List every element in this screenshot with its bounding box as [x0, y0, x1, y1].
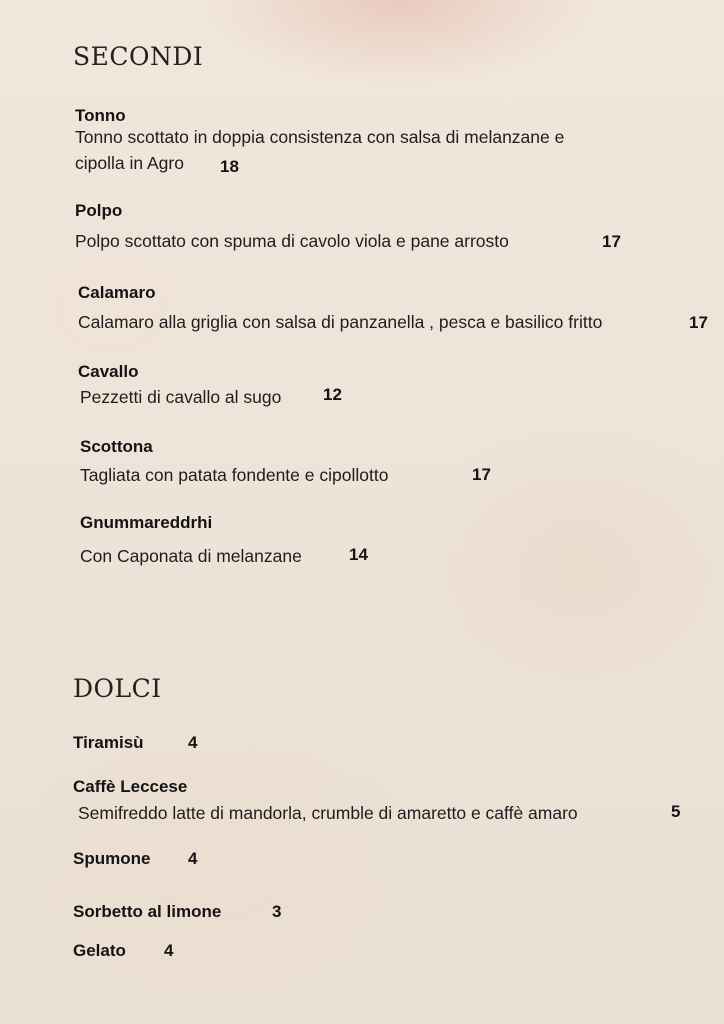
item-price: 17: [689, 313, 708, 332]
item-name: Calamaro: [78, 283, 156, 302]
item-name: Polpo: [75, 201, 123, 220]
item-description: Tonno scottato in doppia consistenza con salsa di melanzane e: [75, 127, 565, 147]
item-price: 18: [220, 157, 239, 176]
item-name: Gnummareddrhi: [80, 513, 213, 532]
item-price: 4: [188, 849, 198, 868]
item-price: 5: [671, 802, 681, 821]
section-title-dolci: DOLCI: [73, 674, 162, 703]
section-title-secondi: SECONDI: [73, 42, 204, 71]
item-price: 4: [164, 941, 174, 960]
item-name: Spumone: [73, 849, 151, 868]
item-name: Sorbetto al limone: [73, 902, 222, 921]
item-name: Caffè Leccese: [73, 777, 188, 796]
item-description: Tagliata con patata fondente e cipollotto: [80, 465, 389, 485]
item-description: Pezzetti di cavallo al sugo: [80, 387, 282, 407]
item-price: 4: [188, 733, 198, 752]
item-description: Con Caponata di melanzane: [80, 546, 302, 566]
item-name: Cavallo: [78, 362, 139, 381]
item-description: Polpo scottato con spuma di cavolo viola e pane arrosto: [75, 231, 509, 251]
item-description: Semifreddo latte di mandorla, crumble di amaretto e caffè amaro: [78, 803, 578, 823]
item-name: Tiramisù: [73, 733, 144, 752]
item-price: 14: [349, 545, 368, 564]
item-description: Calamaro alla griglia con salsa di panzanella , pesca e basilico fritto: [78, 312, 603, 332]
item-description: cipolla in Agro: [75, 153, 184, 173]
item-name: Tonno: [75, 106, 126, 125]
item-price: 12: [323, 385, 342, 404]
item-name: Gelato: [73, 941, 126, 960]
item-price: 17: [602, 232, 621, 251]
item-price: 17: [472, 465, 491, 484]
item-name: Scottona: [80, 437, 153, 456]
item-price: 3: [272, 902, 282, 921]
